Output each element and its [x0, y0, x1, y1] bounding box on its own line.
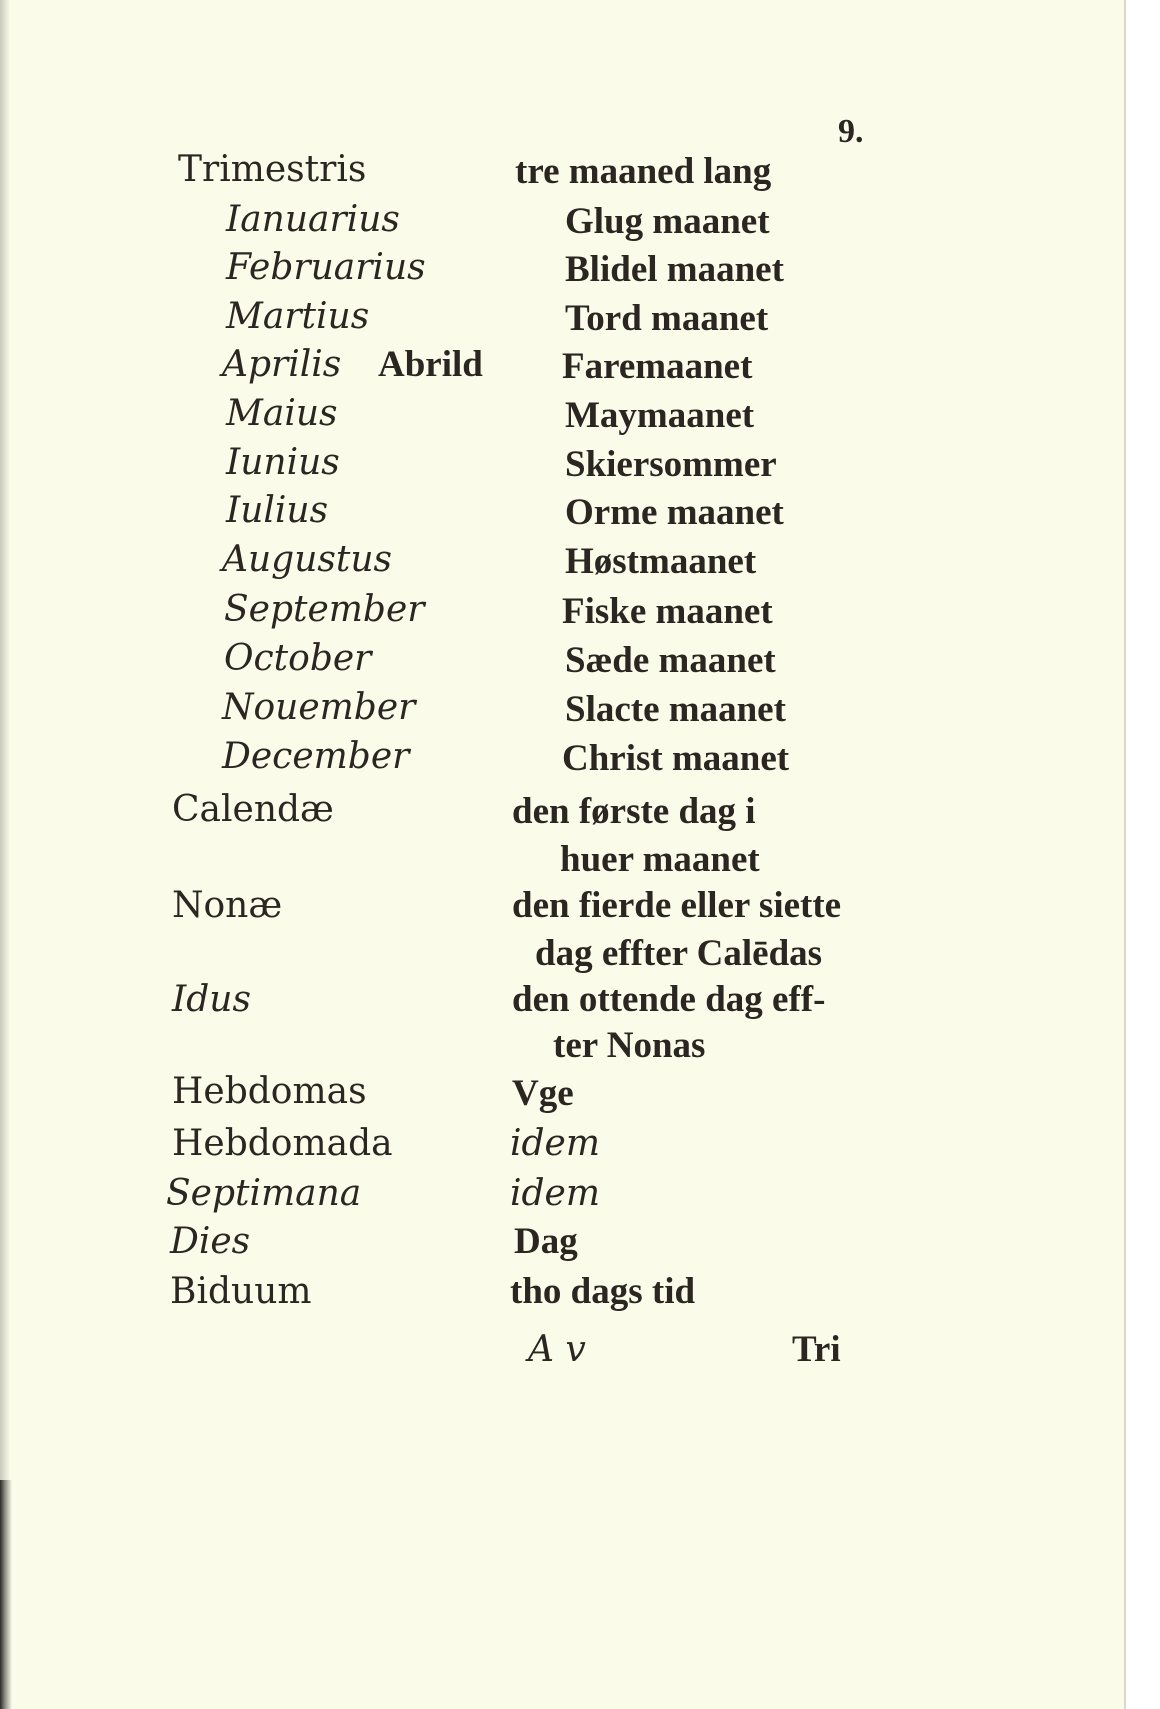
- danish-term: Blidel maanet: [565, 249, 784, 290]
- danish-term-continuation: dag effter Calēdas: [535, 933, 823, 974]
- latin-term: September: [224, 589, 425, 630]
- latin-term: Maius: [226, 393, 338, 434]
- danish-term: Høstmaanet: [565, 541, 757, 582]
- catchword: Tri: [792, 1329, 841, 1370]
- latin-term: Dies: [170, 1221, 251, 1262]
- danish-term-continuation: huer maanet: [560, 839, 760, 880]
- latin-term: Calendæ: [172, 789, 334, 830]
- folio-number: 9.: [838, 113, 864, 150]
- latin-term: Februarius: [226, 247, 426, 288]
- latin-term: Hebdomada: [172, 1123, 393, 1164]
- latin-term: Idus: [172, 979, 251, 1020]
- latin-term: Iulius: [226, 490, 329, 531]
- latin-term: Septimana: [166, 1173, 362, 1214]
- danish-term: tre maaned lang: [515, 151, 772, 192]
- danish-term: Faremaanet: [562, 346, 753, 387]
- latin-term: Aprilis: [222, 344, 342, 385]
- danish-term: Dag: [514, 1221, 578, 1262]
- danish-term-continuation: ter Nonas: [553, 1025, 706, 1066]
- latin-term: Nonæ: [172, 885, 283, 926]
- danish-term: den fierde eller siette: [512, 885, 842, 926]
- signature-mark: A v: [528, 1329, 586, 1370]
- danish-term: Vge: [512, 1073, 574, 1114]
- latin-term: Hebdomas: [172, 1071, 367, 1112]
- danish-term: Orme maanet: [565, 492, 784, 533]
- latin-term: Ianuarius: [226, 199, 400, 240]
- danish-term: Maymaanet: [565, 395, 755, 436]
- latin-term: Augustus: [222, 539, 393, 580]
- danish-term: Christ maanet: [562, 738, 790, 779]
- latin-term: Trimestris: [178, 149, 367, 190]
- danish-term: Glug maanet: [565, 201, 770, 242]
- latin-term: October: [224, 638, 372, 679]
- danish-term: Slacte maanet: [565, 689, 786, 730]
- danish-term: Sæde maanet: [565, 640, 776, 681]
- danish-term: den ottende dag eff-: [512, 979, 826, 1020]
- danish-term: tho dags tid: [510, 1271, 696, 1312]
- danish-term: Fiske maanet: [562, 591, 773, 632]
- latin-term: Nouember: [222, 687, 416, 728]
- scan-margin: [1124, 0, 1160, 1709]
- danish-term: Tord maanet: [565, 298, 769, 339]
- binding-edge: [0, 1480, 12, 1709]
- danish-term: Skiersommer: [565, 444, 777, 485]
- latin-term: December: [222, 736, 410, 777]
- latin-term: Iunius: [226, 442, 340, 483]
- danish-term: idem: [510, 1123, 600, 1164]
- marginal-note: Abrild: [378, 344, 483, 385]
- danish-term: den første dag i: [512, 791, 756, 832]
- latin-term: Martius: [226, 296, 370, 337]
- danish-term: idem: [510, 1173, 600, 1214]
- binding-shadow: [0, 0, 10, 1480]
- latin-term: Biduum: [170, 1271, 312, 1312]
